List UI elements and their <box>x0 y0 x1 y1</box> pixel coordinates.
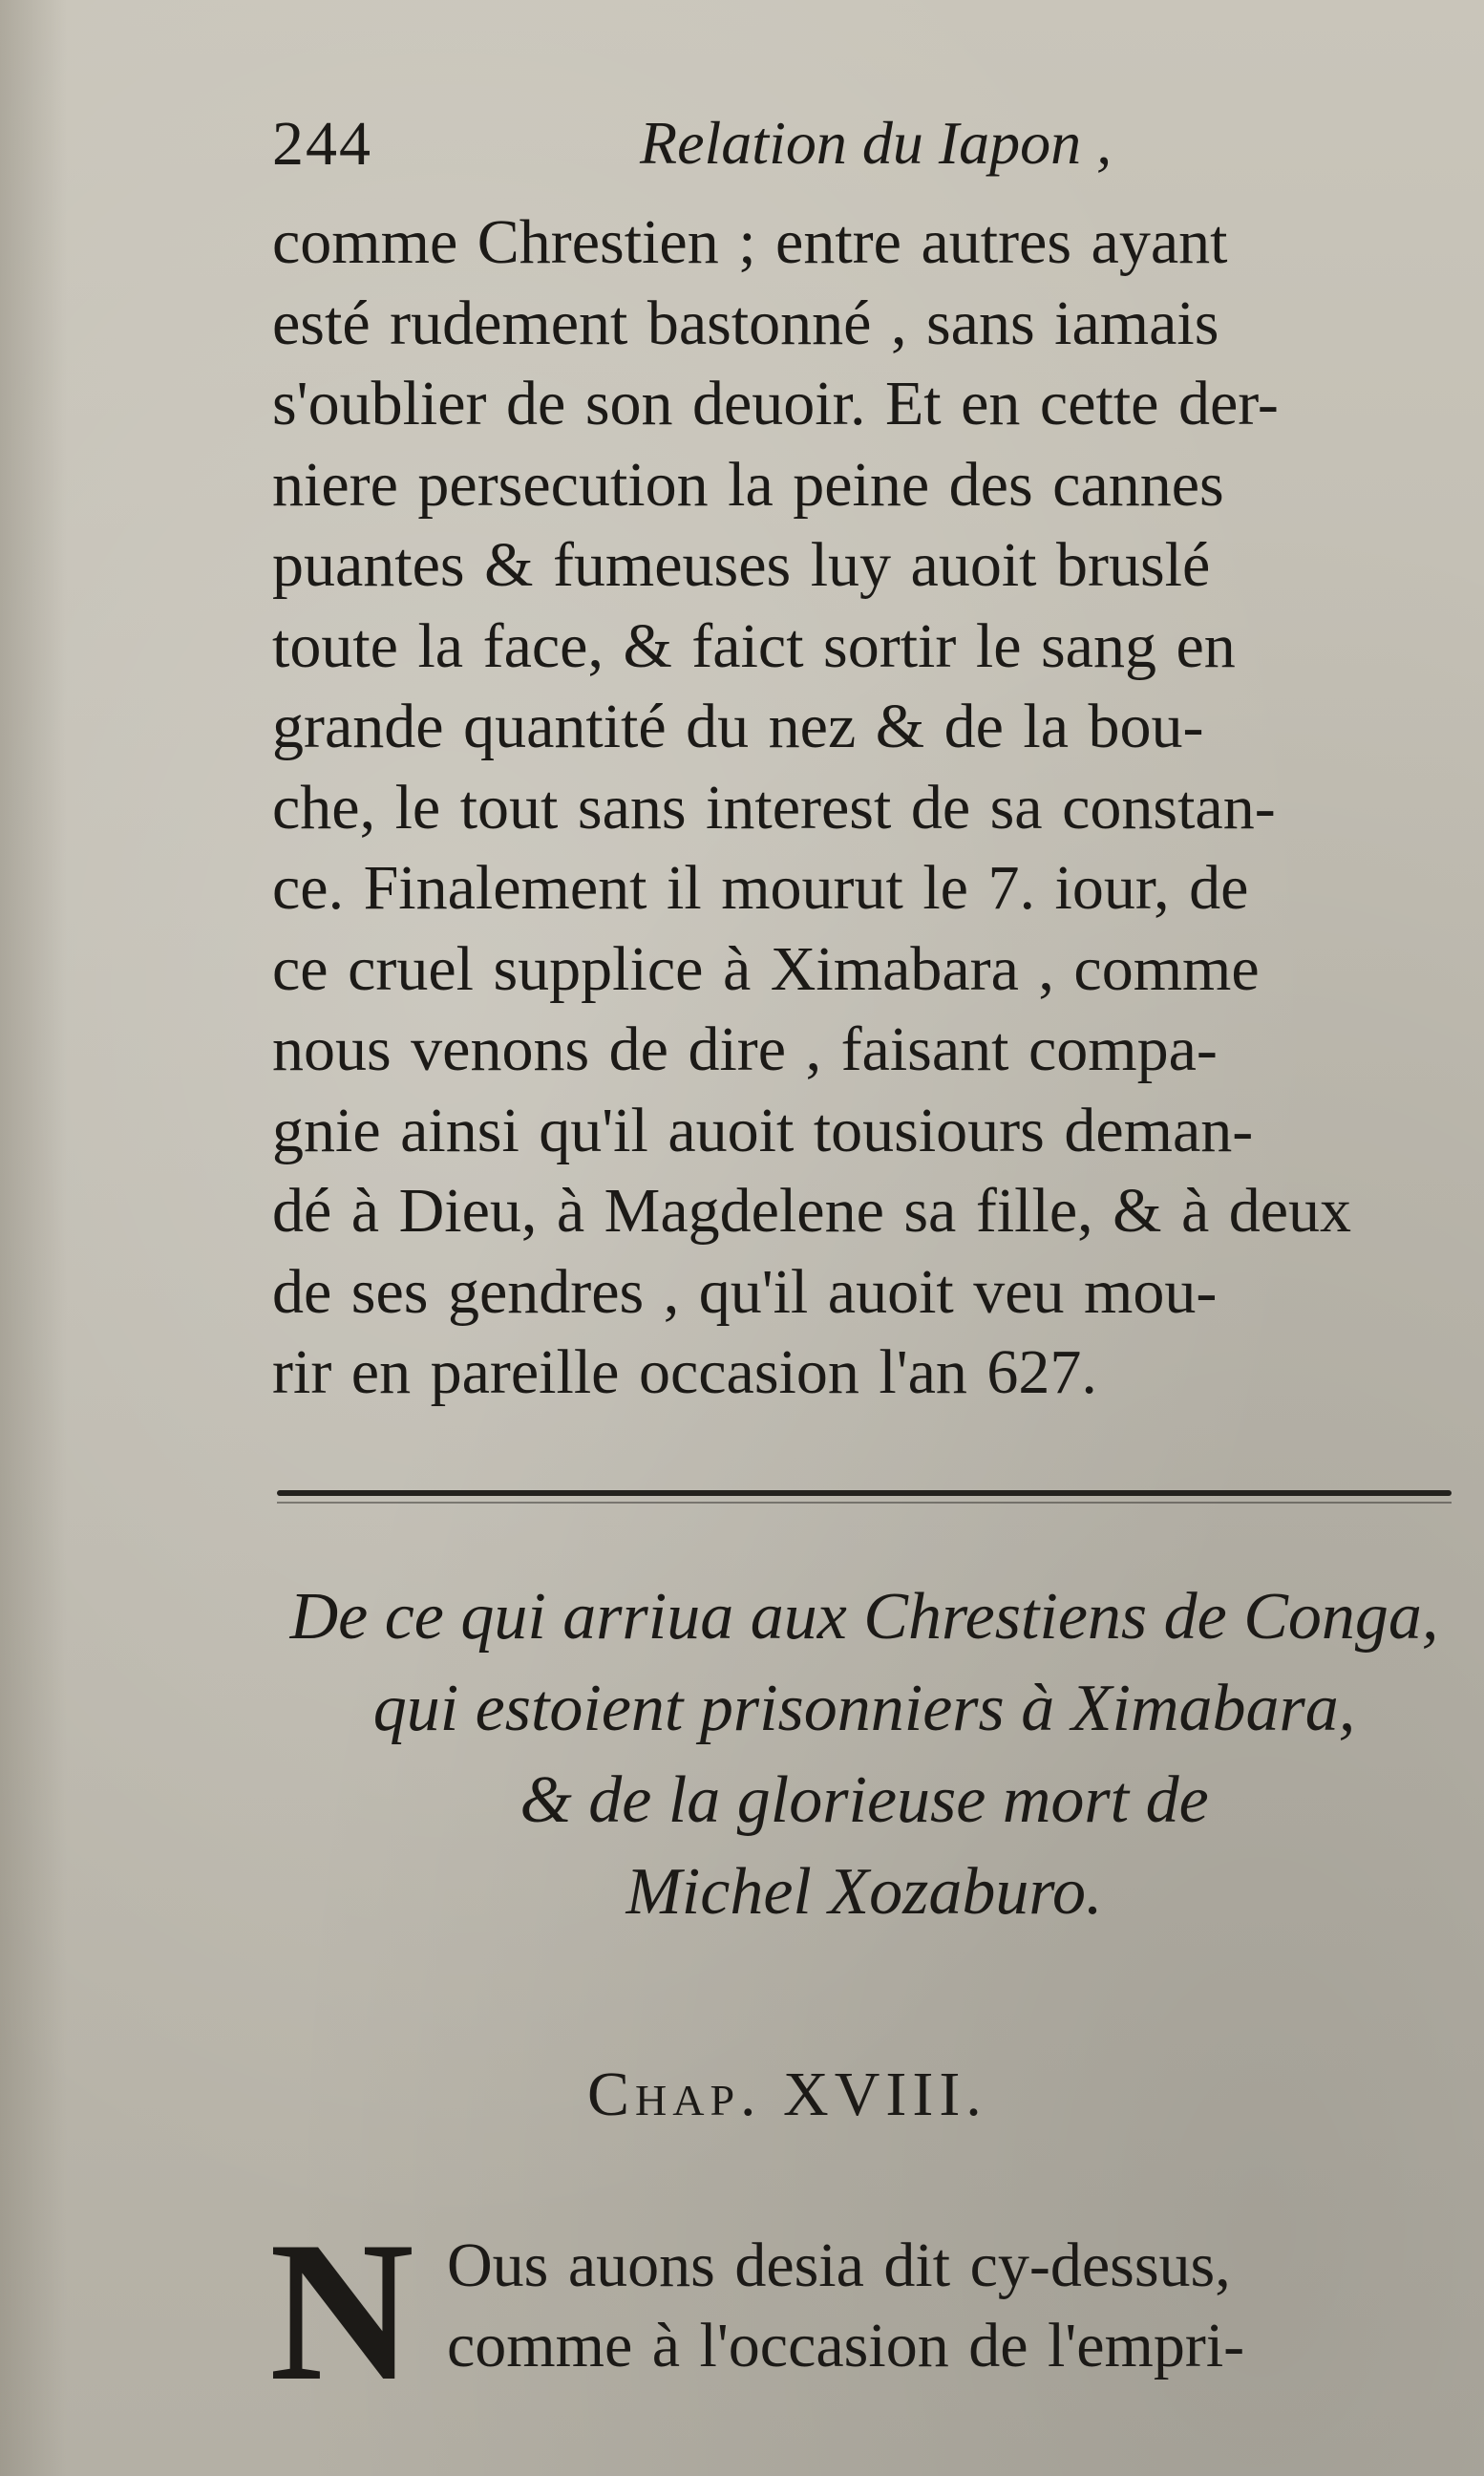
text-line: grande quantité du nez & de la bou- <box>272 692 1204 761</box>
page-gutter-shadow <box>0 0 67 2476</box>
text-line: che, le tout sans interest de sa constan- <box>272 772 1276 843</box>
page-header <box>272 100 1227 205</box>
text-line: ce cruel supplice à Ximabara , comme <box>272 933 1260 1004</box>
section-divider-thin <box>277 1502 1452 1504</box>
text-line: toute la face, & faict sortir le sang en <box>272 610 1236 681</box>
text-line: esté rudement bastonné , sans iamais <box>272 288 1219 358</box>
text-line: Ous auons desia dit cy-dessus, <box>447 2231 1231 2300</box>
chapter-title-line: Michel Xozaburo. <box>625 1855 1103 1929</box>
text-line: dé à Dieu, à Magdelene sa fille, & à deux <box>272 1176 1352 1246</box>
next-section-text <box>447 2226 1478 2386</box>
section-divider <box>277 1490 1452 1496</box>
text-line: ce. Finalement il mourut le 7. iour, de <box>272 853 1249 923</box>
text-line: comme Chrestien ; entre autres ayant <box>272 207 1228 277</box>
text-line: de ses gendres , qu'il auoit veu mou- <box>272 1256 1218 1327</box>
text-line: niere persecution la peine des cannes <box>272 449 1224 520</box>
chapter-number: Chap. XVIII. <box>587 2060 987 2129</box>
text-line: comme à l'occasion de l'empri- <box>447 2311 1245 2380</box>
chapter-title <box>248 1571 1480 1938</box>
running-head: Relation du Iapon , <box>640 109 1113 177</box>
text-line: rir en pareille occasion l'an 627. <box>272 1337 1097 1407</box>
chapter-title-line: & de la glorieuse mort de <box>519 1763 1209 1837</box>
text-line: gnie ainsi qu'il auoit tousiours deman- <box>272 1095 1254 1165</box>
text-line: puantes & fumeuses luy auoit bruslé <box>272 530 1211 600</box>
page-number: 244 <box>272 109 372 179</box>
chapter-title-line: De ce qui arriua aux Chrestiens de Conga, <box>289 1580 1439 1654</box>
chapter-title-line: qui estoient prisonniers à Ximabara, <box>372 1672 1356 1745</box>
drop-cap: N <box>269 2201 414 2423</box>
text-line: nous venons de dire , faisant compa- <box>272 1014 1218 1084</box>
paragraph <box>272 203 1475 1414</box>
text-line: s'oublier de son deuoir. Et en cette der- <box>272 369 1279 438</box>
